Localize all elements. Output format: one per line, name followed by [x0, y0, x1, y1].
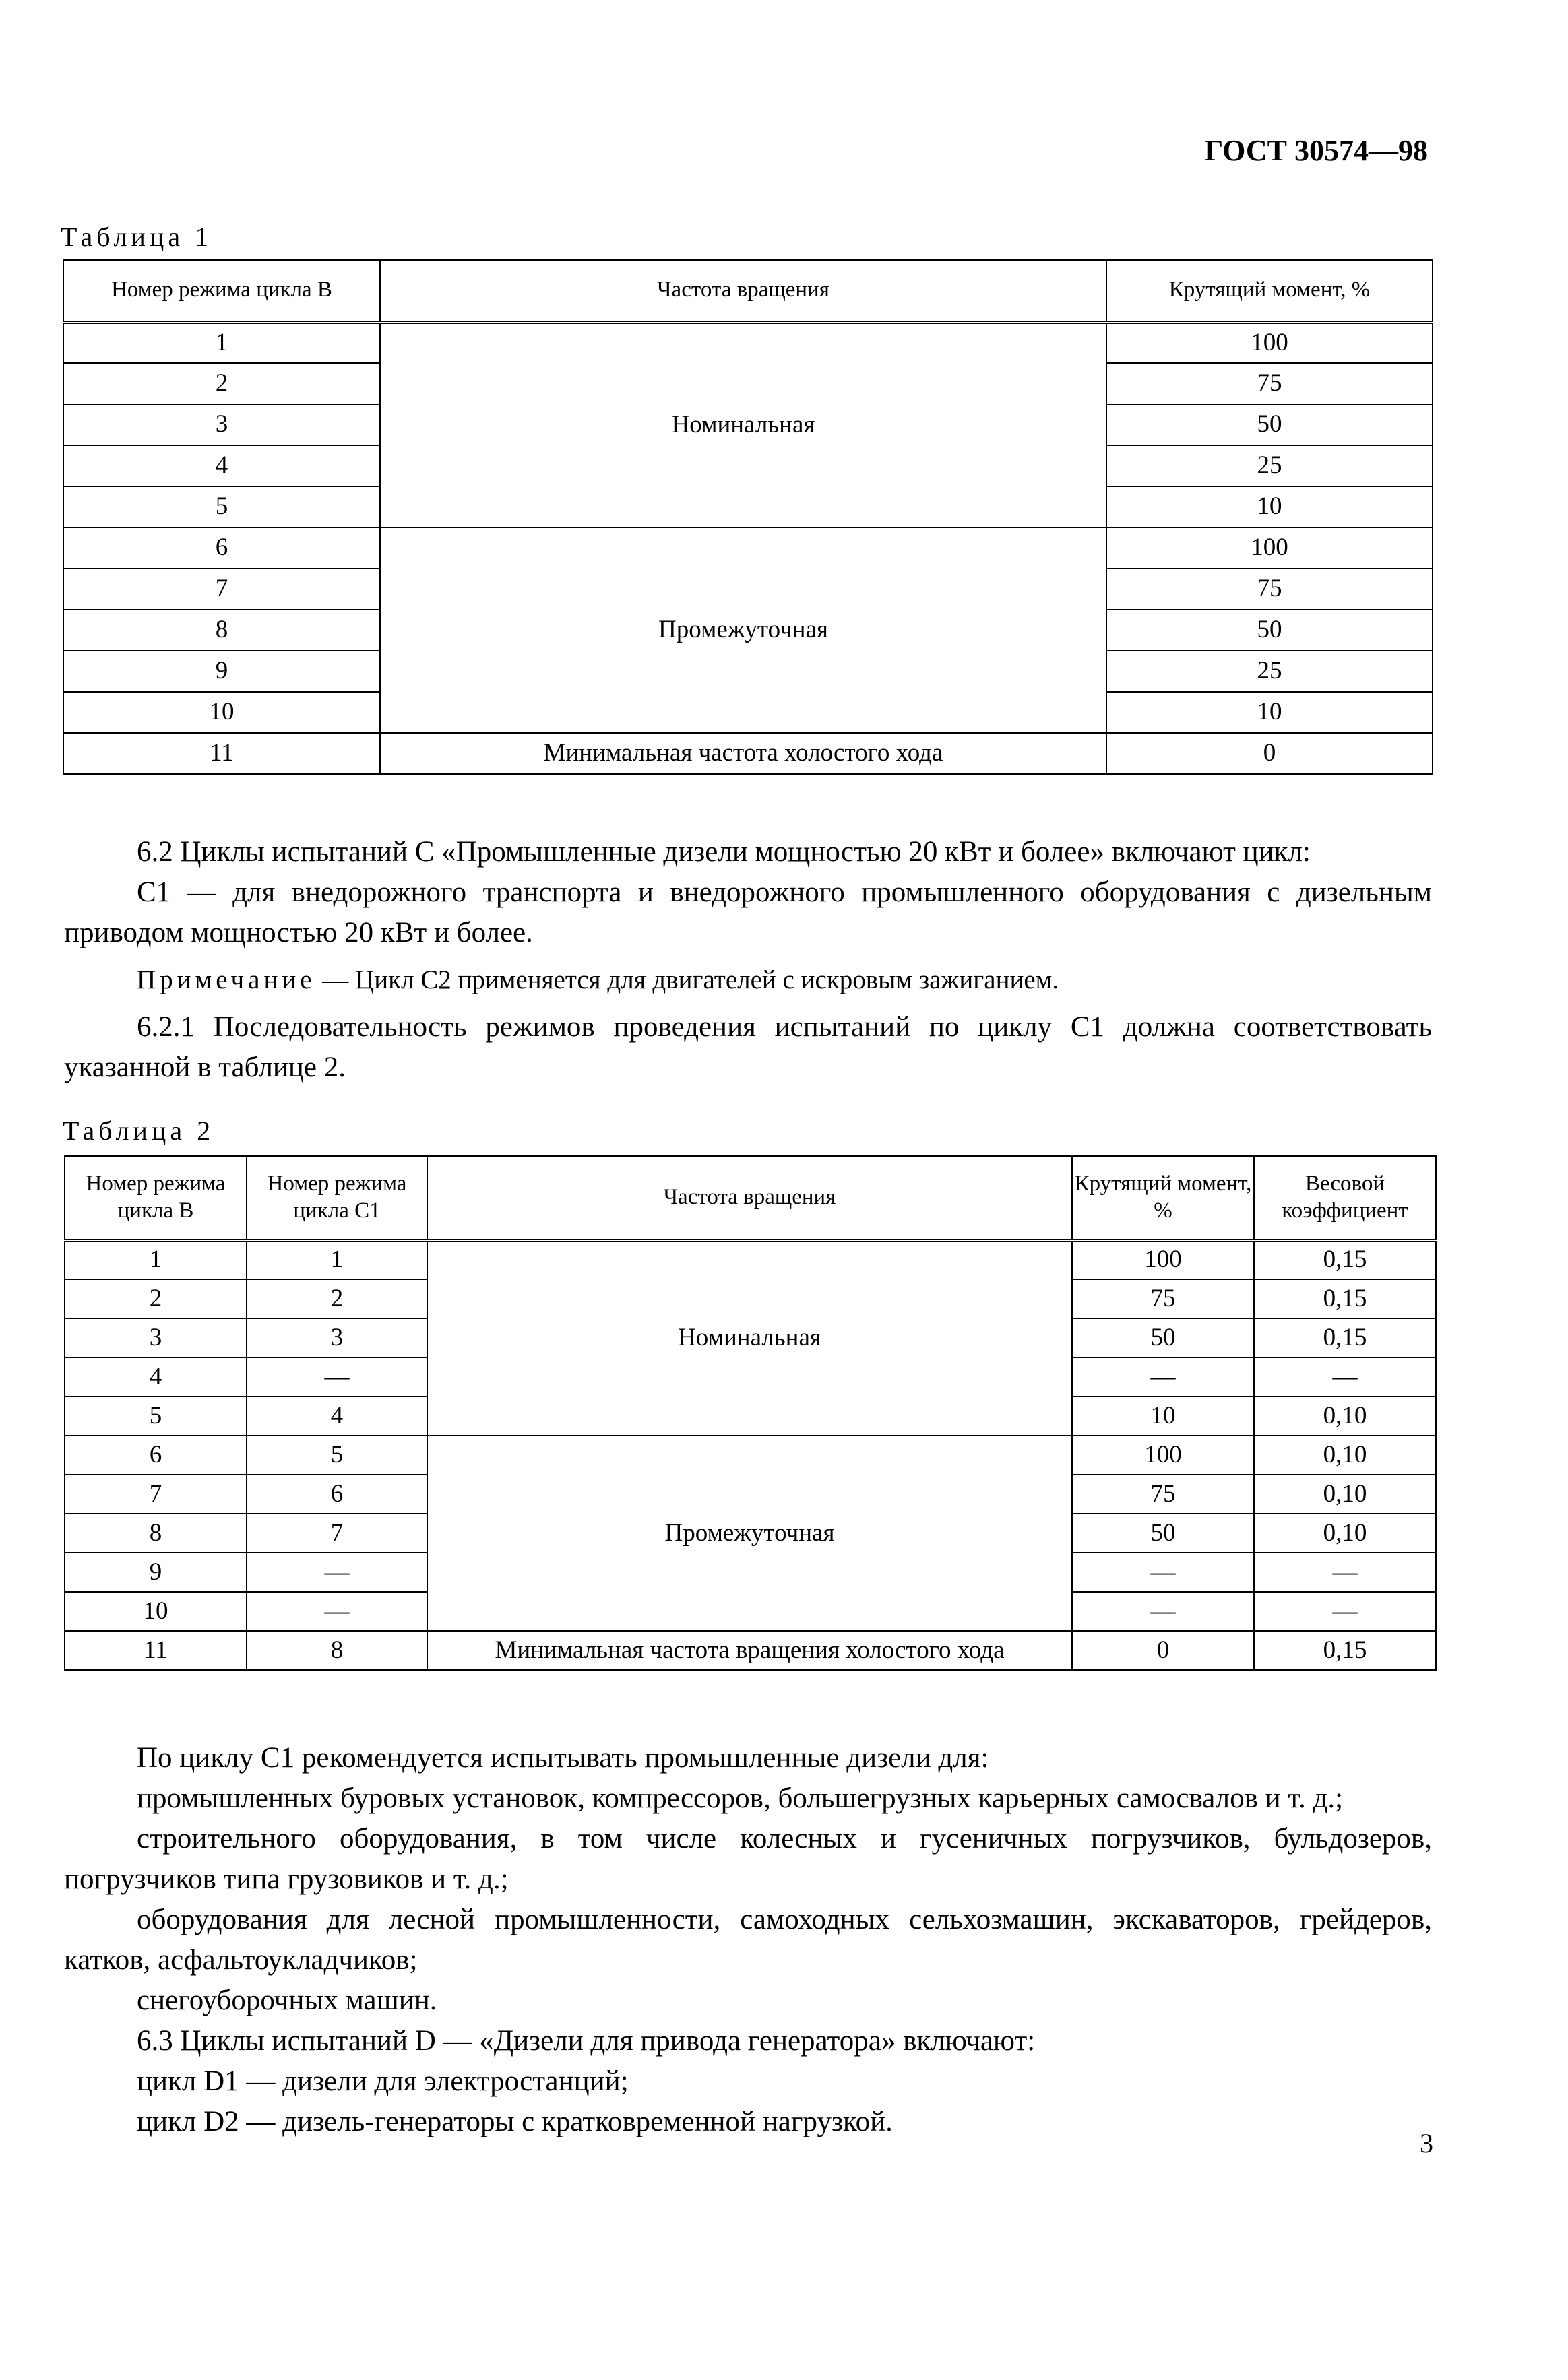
torque-cell: 75: [1072, 1475, 1254, 1514]
table1-header-torque: Крутящий момент, %: [1106, 260, 1433, 322]
list-item: строительного оборудования, в том числе колесных и гусеничных погрузчиков, бульдозеров, погрузчиков типа грузовиков и т. д.;: [64, 1823, 1432, 1895]
torque-cell: 50: [1072, 1514, 1254, 1553]
torque-cell: 25: [1106, 651, 1433, 692]
weight-cell: 0,15: [1254, 1240, 1436, 1279]
paragraph-c1-intro: По циклу С1 рекомендуется испытывать промышленные дизели для:: [137, 1742, 989, 1774]
note-label: Примечание: [137, 965, 316, 994]
torque-cell: 50: [1072, 1318, 1254, 1357]
mode-cell: 11: [63, 733, 380, 774]
torque-cell: 100: [1072, 1436, 1254, 1475]
torque-cell: 10: [1072, 1396, 1254, 1436]
mode-c1-cell: 3: [247, 1318, 427, 1357]
mode-c1-cell: 6: [247, 1475, 427, 1514]
weight-cell: 0,15: [1254, 1631, 1436, 1670]
torque-cell: —: [1072, 1553, 1254, 1592]
list-item: промышленных буровых установок, компрессоров, большегрузных карьерных самосвалов и т. д.;: [137, 1782, 1344, 1814]
table2-caption: Таблица 2: [63, 1116, 215, 1146]
mode-c1-cell: 2: [247, 1279, 427, 1318]
table2-header-torque: Крутящий момент, %: [1072, 1156, 1254, 1240]
speed-cell-intermediate: Промежуточная: [380, 527, 1106, 733]
torque-cell: 0: [1106, 733, 1433, 774]
mode-c1-cell: 8: [247, 1631, 427, 1670]
mode-c1-cell: —: [247, 1553, 427, 1592]
weight-cell: —: [1254, 1553, 1436, 1592]
speed-cell-nominal: Номинальная: [427, 1240, 1072, 1436]
note: [64, 960, 1432, 1000]
speed-cell-intermediate: Промежуточная: [427, 1436, 1072, 1631]
table2-header-speed: Частота вращения: [427, 1156, 1072, 1240]
table1-header-mode: Номер режима цикла В: [63, 260, 380, 322]
mode-b-cell: 1: [65, 1240, 247, 1279]
mode-c1-cell: 5: [247, 1436, 427, 1475]
paragraph-6-2-1: 6.2.1 Последовательность режимов проведения испытаний по циклу С1 должна соответствовать указанной в таблице 2.: [64, 1011, 1432, 1083]
list-item: оборудования для лесной промышленности, самоходных сельхозмашин, экскаваторов, грейдеров, катков, асфальтоукладчиков;: [64, 1904, 1432, 1976]
table2-header-mode-c1: Номер режима цикла С1: [247, 1156, 427, 1240]
mode-b-cell: 10: [65, 1592, 247, 1631]
document-id: ГОСТ 30574—98: [1204, 134, 1428, 167]
mode-b-cell: 11: [65, 1631, 247, 1670]
list-item: снегоуборочных машин.: [137, 1985, 437, 2016]
table-row: [65, 1240, 1436, 1279]
weight-cell: —: [1254, 1592, 1436, 1631]
table-row: [65, 1436, 1436, 1475]
list-item: цикл D1 — дизели для электростанций;: [137, 2065, 629, 2097]
table1-header-speed: Частота вращения: [380, 260, 1106, 322]
mode-b-cell: 8: [65, 1514, 247, 1553]
paragraph-c1: С1 — для внедорожного транспорта и внедорожного промышленного оборудования с дизельным приводом мощностью 20 кВт и более.: [64, 876, 1432, 948]
mode-cell: 7: [63, 569, 380, 610]
torque-cell: 100: [1072, 1240, 1254, 1279]
torque-cell: 50: [1106, 610, 1433, 651]
torque-cell: 25: [1106, 445, 1433, 486]
mode-b-cell: 9: [65, 1553, 247, 1592]
mode-c1-cell: 1: [247, 1240, 427, 1279]
torque-cell: 75: [1106, 569, 1433, 610]
weight-cell: 0,15: [1254, 1279, 1436, 1318]
table1-header-row: [63, 260, 1433, 322]
mode-cell: 4: [63, 445, 380, 486]
torque-cell: 50: [1106, 404, 1433, 445]
table-row: [63, 322, 1433, 363]
mode-b-cell: 6: [65, 1436, 247, 1475]
weight-cell: 0,10: [1254, 1514, 1436, 1553]
paragraph-6-2: 6.2 Циклы испытаний С «Промышленные дизели мощностью 20 кВт и более» включают цикл:: [137, 836, 1311, 868]
mode-b-cell: 4: [65, 1357, 247, 1396]
page-number: 3: [1420, 2128, 1433, 2158]
weight-cell: 0,15: [1254, 1318, 1436, 1357]
mode-cell: 2: [63, 363, 380, 404]
torque-cell: 0: [1072, 1631, 1254, 1670]
mode-cell: 9: [63, 651, 380, 692]
table2-header-row: [65, 1156, 1436, 1240]
mode-cell: 6: [63, 527, 380, 569]
mode-cell: 10: [63, 692, 380, 733]
table1: [63, 259, 1433, 775]
table-row: [63, 527, 1433, 569]
weight-cell: 0,10: [1254, 1396, 1436, 1436]
torque-cell: —: [1072, 1357, 1254, 1396]
torque-cell: 75: [1072, 1279, 1254, 1318]
weight-cell: —: [1254, 1357, 1436, 1396]
mode-b-cell: 5: [65, 1396, 247, 1436]
mode-c1-cell: —: [247, 1357, 427, 1396]
list-item: цикл D2 — дизель-генераторы с кратковременной нагрузкой.: [137, 2106, 893, 2137]
table-row: [63, 733, 1433, 774]
weight-cell: 0,10: [1254, 1475, 1436, 1514]
table-row: [65, 1631, 1436, 1670]
mode-c1-cell: 4: [247, 1396, 427, 1436]
torque-cell: 10: [1106, 486, 1433, 527]
mode-cell: 5: [63, 486, 380, 527]
speed-cell-nominal: Номинальная: [380, 322, 1106, 527]
mode-cell: 3: [63, 404, 380, 445]
mode-b-cell: 2: [65, 1279, 247, 1318]
table2: [64, 1155, 1437, 1671]
torque-cell: 10: [1106, 692, 1433, 733]
mode-cell: 8: [63, 610, 380, 651]
weight-cell: 0,10: [1254, 1436, 1436, 1475]
table2-header-weight: Весовой коэффициент: [1254, 1156, 1436, 1240]
torque-cell: —: [1072, 1592, 1254, 1631]
speed-cell-idle: Минимальная частота холостого хода: [380, 733, 1106, 774]
table1-caption: Таблица 1: [61, 222, 213, 252]
mode-b-cell: 3: [65, 1318, 247, 1357]
mode-c1-cell: 7: [247, 1514, 427, 1553]
mode-b-cell: 7: [65, 1475, 247, 1514]
paragraph-6-3: 6.3 Циклы испытаний D — «Дизели для привода генератора» включают:: [137, 2025, 1036, 2057]
table2-header-mode-b: Номер режима цикла В: [65, 1156, 247, 1240]
torque-cell: 100: [1106, 527, 1433, 569]
torque-cell: 100: [1106, 322, 1433, 363]
torque-cell: 75: [1106, 363, 1433, 404]
speed-cell-idle: Минимальная частота вращения холостого хода: [427, 1631, 1072, 1670]
mode-c1-cell: —: [247, 1592, 427, 1631]
mode-cell: 1: [63, 322, 380, 363]
note-text: — Цикл С2 применяется для двигателей с искровым зажиганием.: [315, 965, 1059, 994]
